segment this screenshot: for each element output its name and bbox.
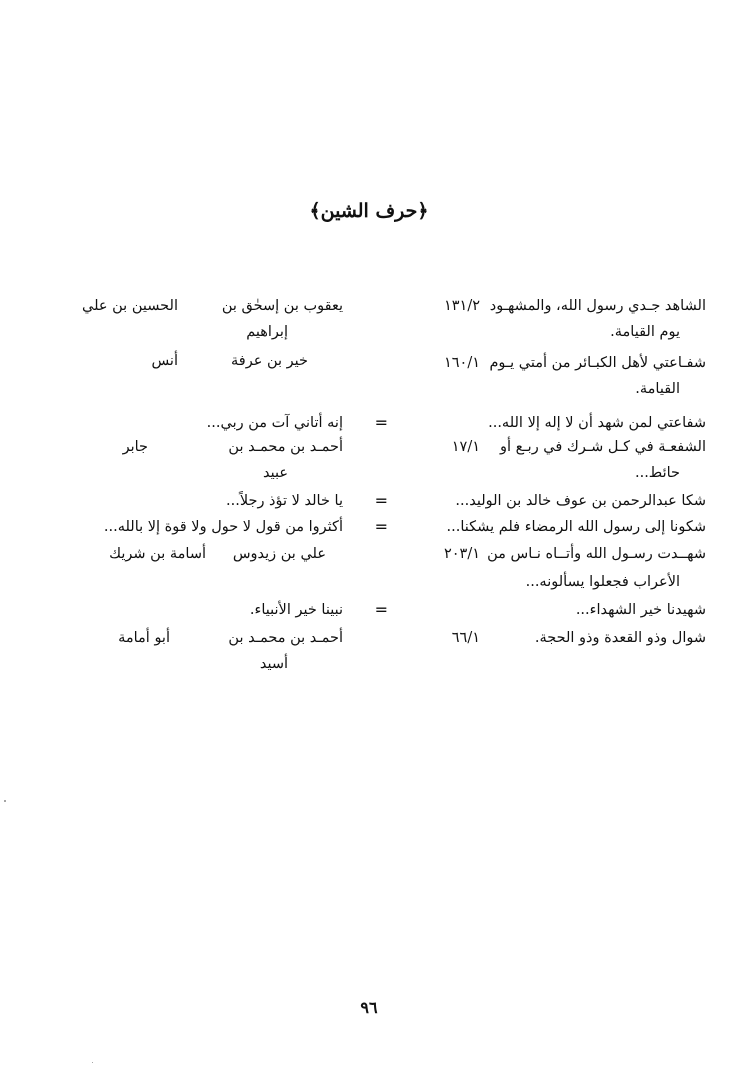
narrator: نبينا خير الأنبياء. — [249, 602, 343, 618]
volume-page-ref: ٢٠٣/١ — [443, 546, 480, 562]
scan-speck — [92, 1062, 93, 1063]
narrator: إنه أتاني آت من ربي... — [206, 415, 343, 431]
hadith-text-continuation: يوم القيامة. — [610, 324, 680, 340]
volume-page-ref: ٦٦/١ — [451, 630, 480, 646]
hadith-text-continuation: حائط... — [634, 465, 680, 481]
scan-speck — [4, 800, 6, 802]
same-as-above-sign: = — [374, 517, 388, 536]
companion: أسامة بن شريك — [109, 546, 206, 562]
volume-page-ref: ١٣١/٢ — [443, 298, 480, 314]
hadith-text: شفاعتي لمن شهد أن لا إله إلا الله... — [488, 415, 706, 431]
index-entry — [0, 296, 738, 356]
narrator: أكثروا من قول لا حول ولا قوة إلا بالله... — [103, 519, 343, 535]
narrator: أحمـد بن محمـد بن — [228, 439, 343, 455]
narrator-continuation: إبراهيم — [246, 324, 288, 340]
companion: أبو أمامة — [118, 630, 170, 646]
index-entry — [0, 353, 738, 413]
page-number: ٩٦ — [360, 998, 378, 1017]
index-entry — [0, 628, 738, 688]
same-as-above-sign: = — [374, 491, 388, 510]
hadith-text: شوال وذو القعدة وذو الحجة. — [534, 630, 706, 646]
hadith-text: شكونا إلى رسول الله الرمضاء فلم يشكنا... — [446, 519, 706, 535]
hadith-text-continuation: القيامة. — [635, 381, 680, 397]
same-as-above-sign: = — [374, 413, 388, 432]
hadith-text: شهــدت رسـول الله وأتــاه نـاس من — [487, 546, 706, 562]
page-title: ﴿حرف الشين﴾ — [309, 200, 429, 222]
hadith-text: شفـاعتي لأهل الكبـائر من أمتي يـوم — [489, 355, 706, 371]
narrator: خير بن عرفة — [231, 353, 308, 369]
companion: أنس — [151, 353, 178, 369]
volume-page-ref: ١٦٠/١ — [443, 355, 480, 371]
narrator-continuation: أسيد — [259, 656, 288, 672]
index-entry — [0, 437, 738, 497]
narrator: علي بن زيدوس — [232, 546, 326, 562]
same-as-above-sign: = — [374, 600, 388, 619]
narrator: يعقوب بن إسحٰق بن — [221, 298, 343, 314]
companion: جابر — [122, 439, 148, 455]
narrator: أحمـد بن محمـد بن — [228, 630, 343, 646]
index-entries — [0, 296, 738, 716]
index-entry — [0, 544, 738, 604]
companion: الحسين بن علي — [82, 298, 178, 314]
hadith-text-continuation: الأعراب فجعلوا يسألونه... — [525, 574, 680, 590]
hadith-text: الشفعـة في كـل شـرك في ربـع أو — [500, 439, 706, 455]
hadith-text: شهيدنا خير الشهداء... — [575, 602, 706, 618]
volume-page-ref: ١٧/١ — [451, 439, 480, 455]
hadith-text: الشاهد جـدي رسول الله، والمشهـود — [489, 298, 706, 314]
narrator: يا خالد لا تؤذ رجلاً... — [226, 493, 343, 509]
narrator-continuation: عبيد — [262, 465, 288, 481]
hadith-text: شكا عبدالرحمن بن عوف خالد بن الوليد... — [455, 493, 706, 509]
